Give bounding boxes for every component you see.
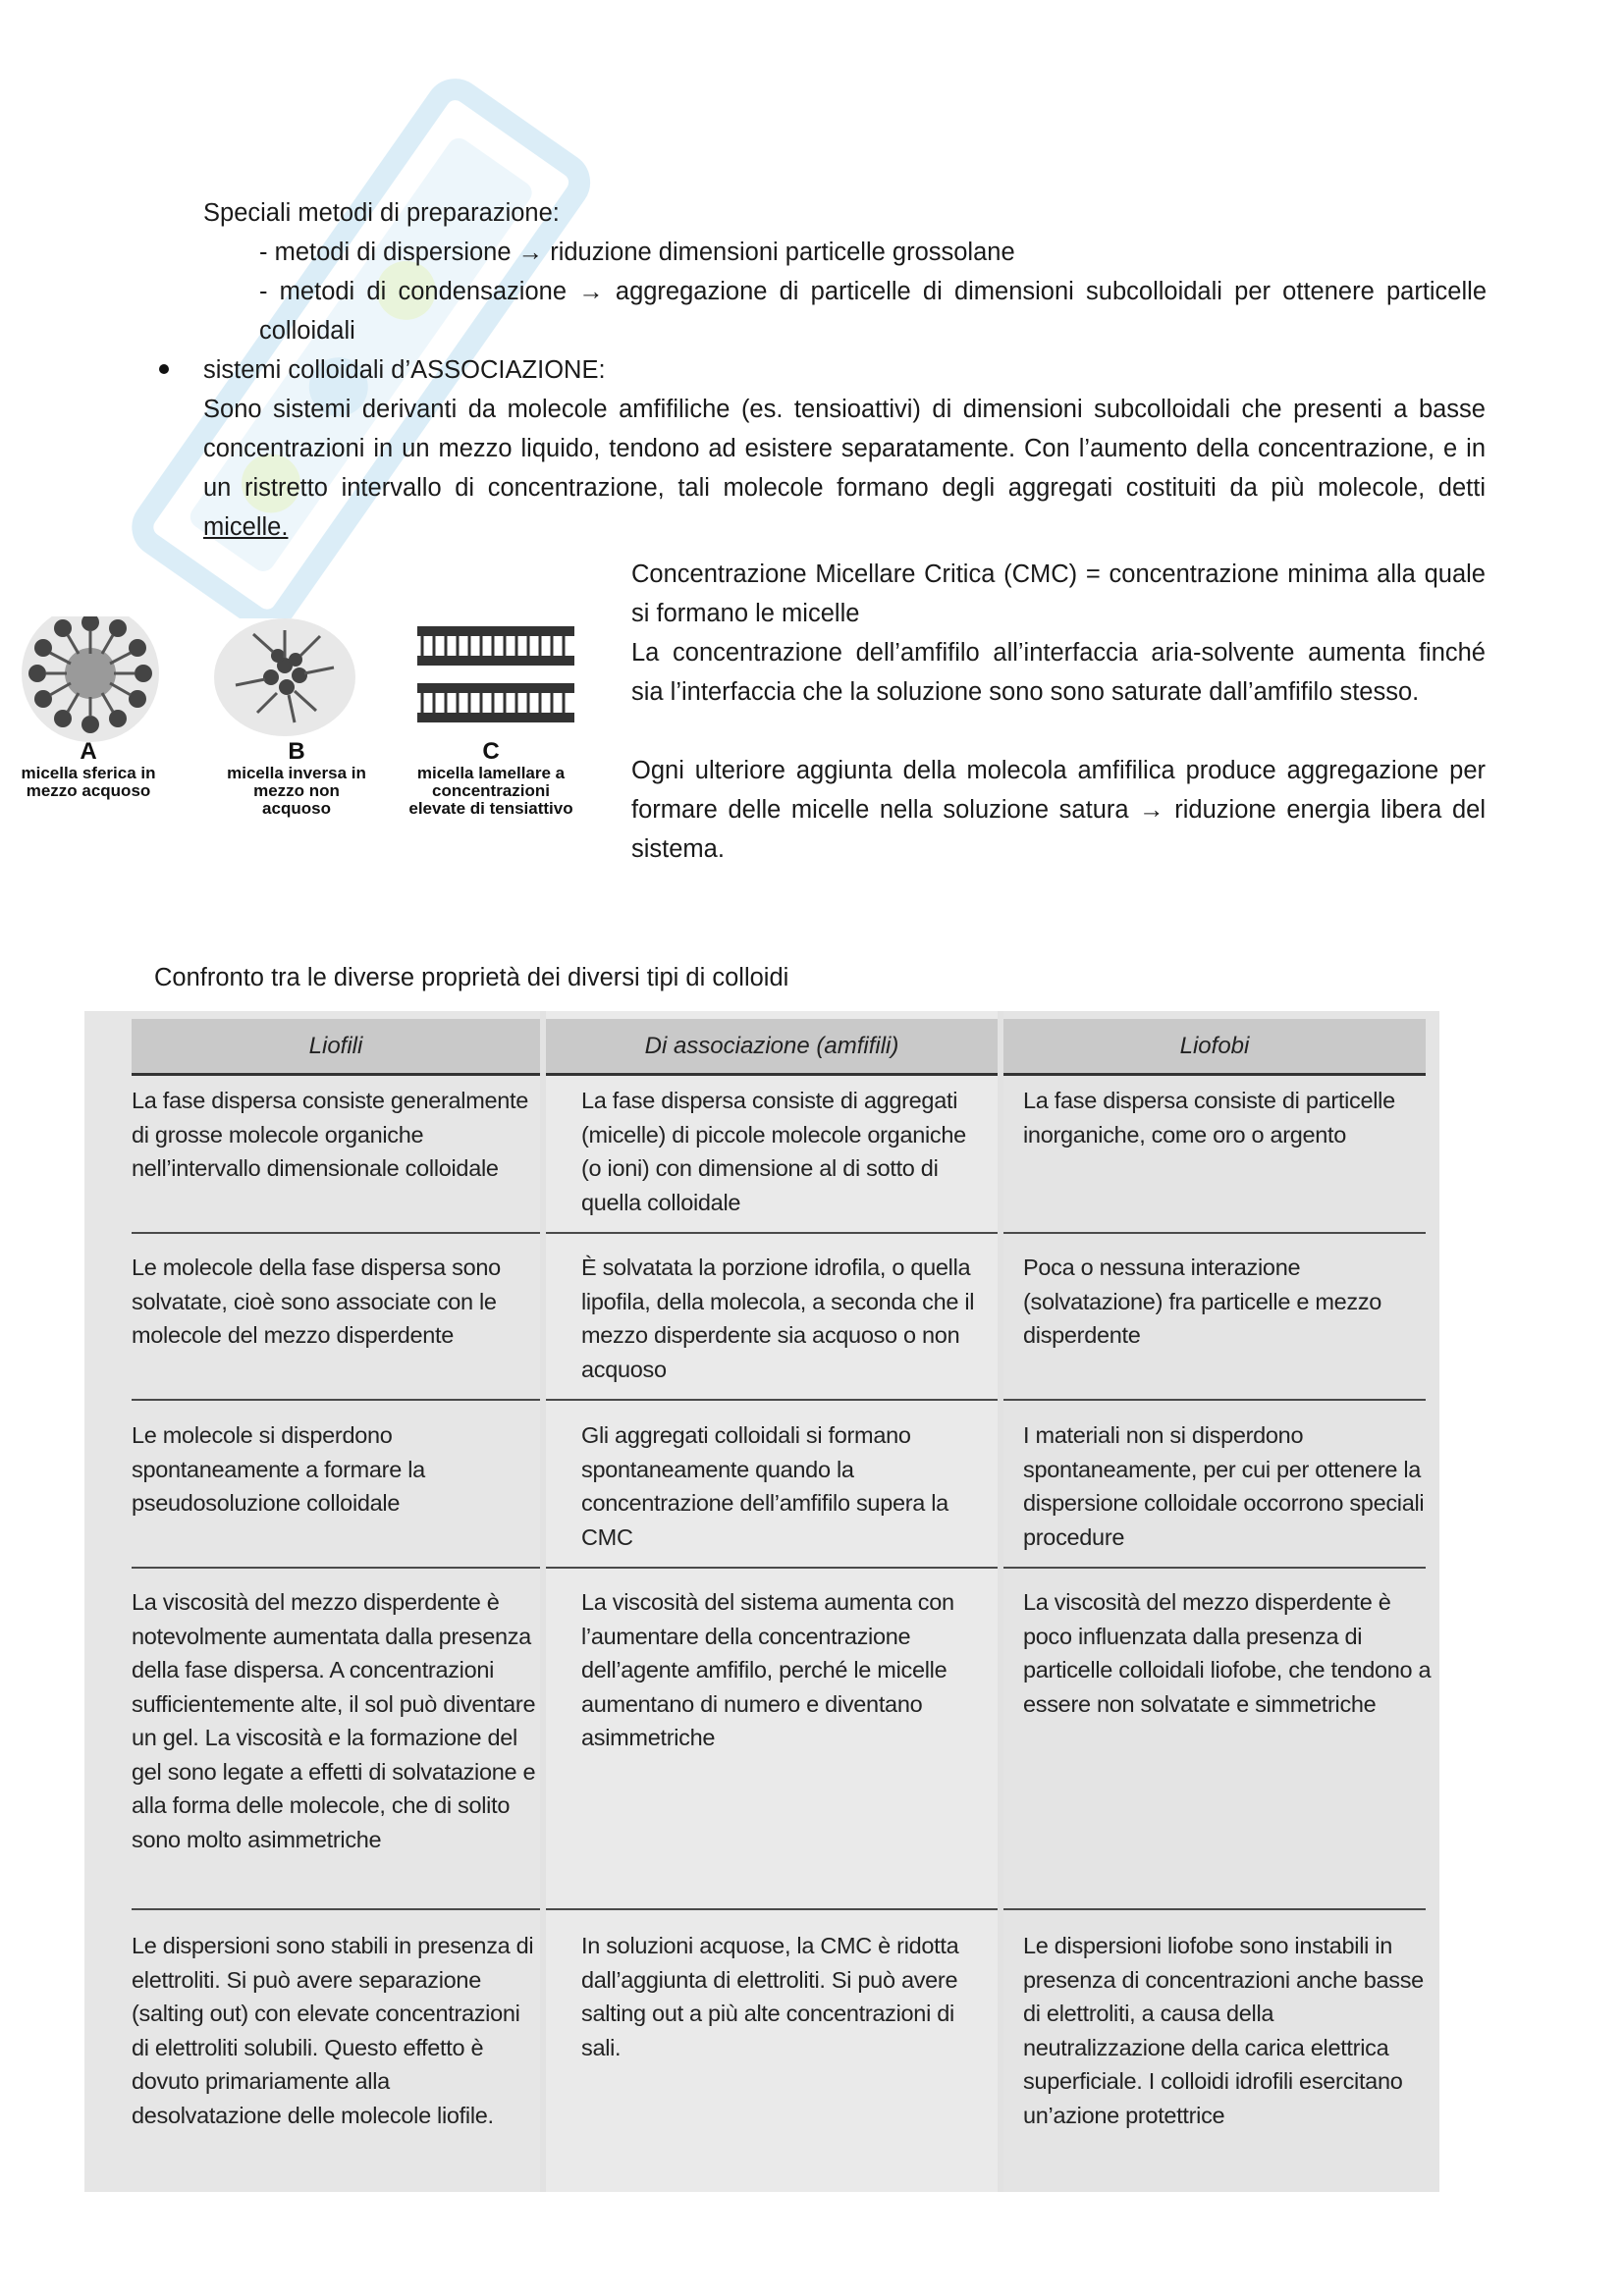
micelle-term: micelle. <box>203 513 289 541</box>
row-divider <box>546 1908 998 1910</box>
condensation-method: - metodi di condensazione → aggregazione di particelle di dimensioni subcolloidali per ottenere particelle colloidali <box>259 278 1487 345</box>
table-cell: È solvatata la porzione idrofila, o quella lipofila, della molecola, a seconda che il mezzo disperdente sia acquoso o non acquoso <box>581 1255 975 1382</box>
micelle-figure <box>0 616 614 847</box>
comparison-table <box>84 1011 1439 2192</box>
row-divider <box>132 1908 540 1910</box>
table-cell: La viscosità del mezzo disperdente è poco influenzata dalla presenza di particelle colloidali liofobe, che tendono a essere non solvatate e simmetriche <box>1023 1589 1432 1717</box>
association-bullet-title: sistemi colloidali d’ASSOCIAZIONE: <box>203 356 606 384</box>
interface-paragraph: La concentrazione dell’amfifilo all’interfaccia aria-solvente aumenta finché sia l’interfaccia che la soluzione sono sono saturate dall’amfifilo stesso. <box>631 639 1486 706</box>
dispersion-method: - metodi di dispersione → riduzione dimensioni particelle grossolane <box>259 239 1015 266</box>
header-lyophobic: Liofobi <box>1003 1019 1426 1076</box>
table-cell: Le dispersioni sono stabili in presenza di elettroliti. Si può avere separazione (salting out) con elevate concentrazioni di elettroliti solubili. Questo effetto è dovuto primariamente alla desolvatazione delle molecole liofile. <box>132 1933 534 2128</box>
row-divider <box>546 1232 998 1234</box>
table-cell: La viscosità del mezzo disperdente è notevolmente aumentata dalla presenza della fase dispersa. A concentrazioni sufficientemente alte, il sol può diventare un gel. La viscosità e la formazione del gel sono legate a effetti di solvatazione e alla forma delle molecole, che di solito sono molto asimmetriche <box>132 1589 536 1852</box>
micelle-a-label: A micella sferica in mezzo acquoso <box>21 738 156 800</box>
table-cell: Poca o nessuna interazione (solvatazione) fra particelle e mezzo disperdente <box>1023 1255 1382 1348</box>
table-cell: I materiali non si disperdono spontaneamente, per cui per ottenere la dispersione colloidale occorrono speciali procedure <box>1023 1422 1425 1550</box>
table-cell: La fase dispersa consiste generalmente di grosse molecole organiche nell’intervallo dimensionale colloidale <box>132 1088 529 1181</box>
table-cell: La viscosità del sistema aumenta con l’aumentare della concentrazione dell’agente amfifilo, perché le micelle aumentano di numero e diventano asimmetriche <box>581 1589 954 1750</box>
further-addition-paragraph: Ogni ulteriore aggiunta della molecola amfifilica produce aggregazione per formare delle micelle nella soluzione satura → riduzione energia libera del sistema. <box>631 757 1486 863</box>
row-divider <box>1003 1399 1426 1401</box>
row-divider <box>132 1399 540 1401</box>
micelle-b-label: B micella inversa in mezzo non acquoso <box>227 738 366 818</box>
row-divider <box>546 1567 998 1569</box>
comparison-title: Confronto tra le diverse proprietà dei diversi tipi di colloidi <box>154 964 789 991</box>
table-cell: Le molecole della fase dispersa sono solvatate, cioè sono associate con le molecole del mezzo disperdente <box>132 1255 501 1348</box>
preparation-heading: Speciali metodi di preparazione: <box>203 199 560 227</box>
cmc-definition: Concentrazione Micellare Critica (CMC) = concentrazione minima alla quale si formano le micelle <box>631 561 1486 627</box>
row-divider <box>132 1232 540 1234</box>
inverse-micelle-drawing <box>214 618 355 736</box>
spherical-micelle-drawing <box>22 616 159 742</box>
association-paragraph: Sono sistemi derivanti da molecole amfifiliche (es. tensioattivi) di dimensioni subcolloidali che presenti a basse concentrazioni in un mezzo liquido, tendono ad esistere separatamente. Con l’aumento della concentrazione, e in un ristretto intervallo di concentrazione, tali molecole formano degli aggregati costituiti da più molecole, detti micelle. <box>203 396 1486 541</box>
bullet-dot <box>159 364 169 374</box>
row-divider <box>1003 1232 1426 1234</box>
table-cell: Le molecole si disperdono spontaneamente a formare la pseudosoluzione colloidale <box>132 1422 425 1516</box>
table-cell: La fase dispersa consiste di particelle inorganiche, come oro o argento <box>1023 1088 1395 1148</box>
header-association: Di associazione (amfifili) <box>546 1019 998 1076</box>
table-cell: Gli aggregati colloidali si formano spontaneamente quando la concentrazione dell’amfifilo supera la CMC <box>581 1422 948 1550</box>
row-divider <box>1003 1908 1426 1910</box>
row-divider <box>546 1399 998 1401</box>
lamellar-micelle-drawing <box>417 626 574 722</box>
row-divider <box>1003 1567 1426 1569</box>
header-lyophilic: Liofili <box>132 1019 540 1076</box>
row-divider <box>132 1567 540 1569</box>
micelle-c-label: C micella lamellare a concentrazioni elevate di tensiattivo <box>408 738 573 818</box>
table-cell: Le dispersioni liofobe sono instabili in presenza di concentrazioni anche basse di elettroliti, a causa della neutralizzazione della carica elettrica superficiale. I colloidi idrofili esercitano un’azione protettrice <box>1023 1933 1424 2128</box>
table-cell: La fase dispersa consiste di aggregati (micelle) di piccole molecole organiche (o ioni) con dimensione al di sotto di quella colloidale <box>581 1088 966 1215</box>
table-cell: In soluzioni acquose, la CMC è ridotta dall’aggiunta di elettroliti. Si può avere salting out a più alte concentrazioni di sali. <box>581 1933 959 2060</box>
